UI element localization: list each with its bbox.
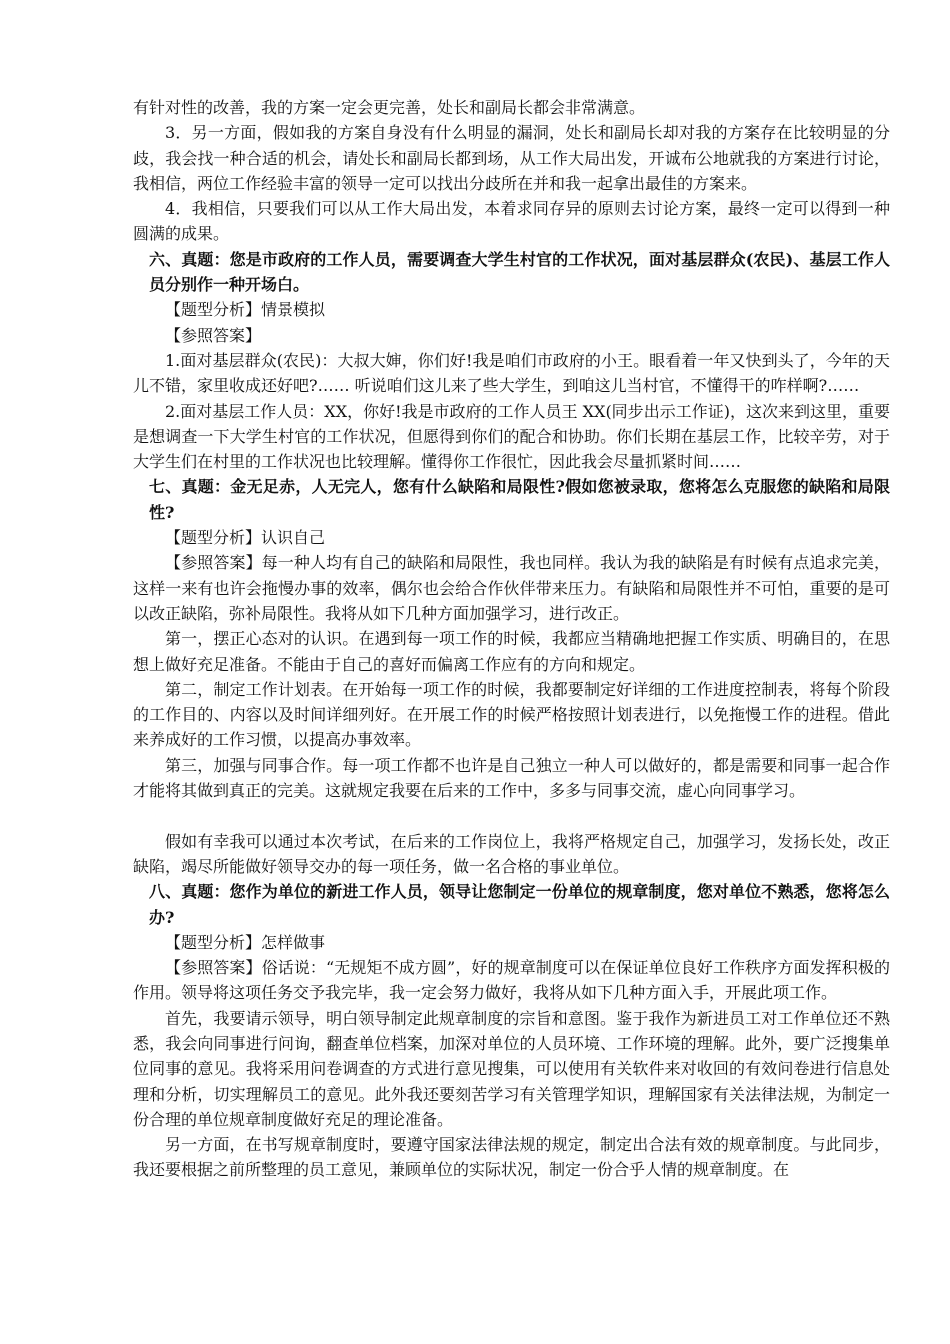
blank-line <box>133 803 890 828</box>
paragraph: 2.面对基层工作人员：XX，你好!我是市政府的工作人员王 XX(同步出示工作证)，这次来到这里，重要是想调查一下大学生村官的工作状况，但愿得到你们的配合和协助。你们长期在基层工作，比较辛劳，对于大学生们在村里的工作状况也比较理解。懂得你工作很忙，因此我会尽量抓紧时间…… <box>133 401 890 472</box>
paragraph: 1.面对基层群众(农民)：大叔大婶，你们好!我是咱们市政府的小王。眼看着一年又快到头了，今年的天儿不错，家里收成还好吧?…… 听说咱们这儿来了些大学生，到咱这儿当村官，不懂得干的咋样啊?…… <box>133 350 890 396</box>
question-type-label: 【题型分析】怎样做事 <box>165 932 326 952</box>
paragraph: 3．另一方面，假如我的方案自身没有什么明显的漏洞，处长和副局长却对我的方案存在比较明显的分歧，我会找一种合适的机会，请处长和副局长都到场，从工作大局出发，开诚布公地就我的方案进行讨论，我相信，两位工作经验丰富的领导一定可以找出分歧所在并和我一起拿出最佳的方案来。 <box>133 123 890 193</box>
section-heading: 八、真题：您作为单位的新进工作人员，领导让您制定一份单位的规章制度，您对单位不熟悉，您将怎么办? <box>149 882 890 927</box>
paragraph: 有针对性的改善，我的方案一定会更完善，处长和副局长都会非常满意。 <box>133 98 646 117</box>
section-heading: 六、真题：您是市政府的工作人员，需要调查大学生村官的工作状况，面对基层群众(农民)、基层工作人员分别作一种开场白。 <box>149 249 890 295</box>
paragraph: 首先，我要请示领导，明白领导制定此规章制度的宗旨和意图。鉴于我作为新进员工对工作单位还不熟悉，我会向同事进行问询，翻查单位档案，加深对单位的人员环境、工作环境的理解。此外，要广泛搜集单位同事的意见。我将采用问卷调查的方式进行意见搜集，可以使用有关软件来对收回的有效问卷进行信息处理和分析，切实理解员工的意见。此外我还要刻苦学习有关管理学知识，理解国家有关法律法规，为制定一份合理的单位规章制度做好充足的理论准备。 <box>133 1008 890 1129</box>
paragraph: 第一，摆正心态对的认识。在遇到每一项工作的时候，我都应当精确地把握工作实质、明确目的，在思想上做好充足准备。不能由于自己的喜好而偏离工作应有的方向和规定。 <box>133 629 890 674</box>
reference-answer-label: 【参照答案】 <box>165 325 262 345</box>
paragraph: 第二，制定工作计划表。在开始每一项工作的时候，我都要制定好详细的工作进度控制表，将每个阶段的工作目的、内容以及时间详细列好。在开展工作的时候严格按照计划表进行，以免拖慢工作的进程。借此来养成好的工作习惯，以提高办事效率。 <box>133 679 890 750</box>
paragraph: 4．我相信，只要我们可以从工作大局出发，本着求同存异的原则去讨论方案，最终一定可以得到一种圆满的成果。 <box>133 199 890 244</box>
paragraph: 另一方面，在书写规章制度时，要遵守国家法律法规的规定，制定出合法有效的规章制度。与此同步，我还要根据之前所整理的员工意见，兼顾单位的实际状况，制定一份合乎人情的规章制度。在 <box>133 1135 890 1180</box>
paragraph: 【参照答案】俗话说：“无规矩不成方圆”，好的规章制度可以在保证单位良好工作秩序方面发挥积极的作用。领导将这项任务交予我完毕，我一定会努力做好，我将从如下几种方面入手，开展此项工作。 <box>133 958 890 1003</box>
paragraph: 第三，加强与同事合作。每一项工作都不也许是自己独立一种人可以做好的，都是需要和同事一起合作才能将其做到真正的完美。这就规定我要在后来的工作中，多多与同事交流，虚心向同事学习。 <box>133 755 890 801</box>
question-type-label: 【题型分析】情景模拟 <box>165 300 326 320</box>
paragraph: 【参照答案】每一种人均有自己的缺陷和局限性，我也同样。我认为我的缺陷是有时候有点追求完美，这样一来有也许会拖慢办事的效率，偶尔也会给合作伙伴带来压力。有缺陷和局限性并不可怕，重要的是可以改正缺陷，弥补局限性。我将从如下几种方面加强学习，进行改正。 <box>133 553 890 623</box>
question-type-label: 【题型分析】认识自己 <box>165 528 326 548</box>
paragraph: 假如有幸我可以通过本次考试，在后来的工作岗位上，我将严格规定自己，加强学习，发扬长处，改正缺陷，竭尽所能做好领导交办的每一项任务，做一名合格的事业单位。 <box>133 831 890 876</box>
section-heading: 七、真题：金无足赤，人无完人，您有什么缺陷和局限性?假如您被录取，您将怎么克服您的缺陷和局限性? <box>149 477 890 522</box>
document-body <box>133 95 890 1183</box>
